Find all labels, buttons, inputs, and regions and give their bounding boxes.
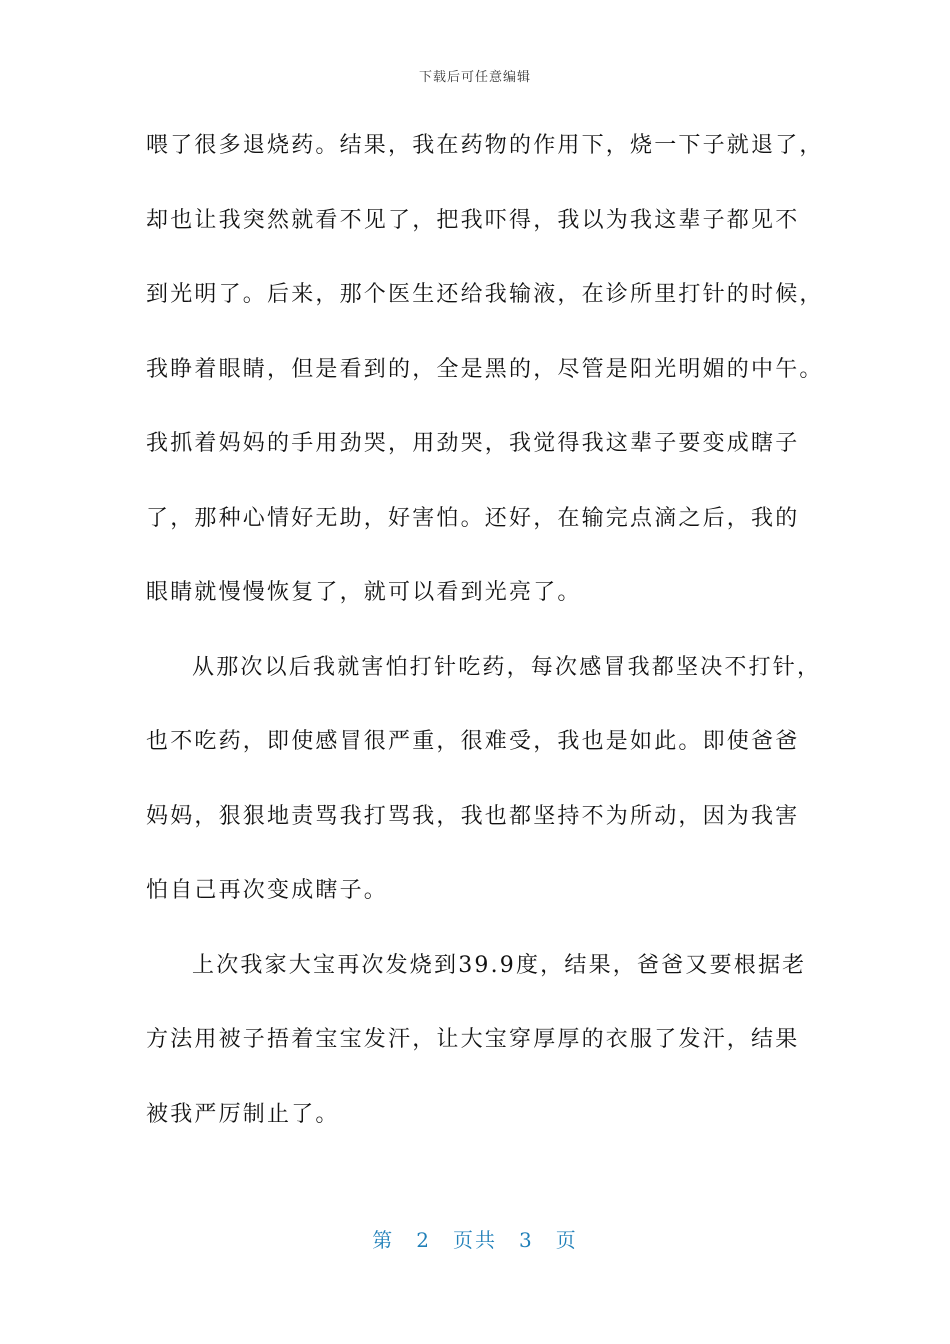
text-line: 妈妈，狠狠地责骂我打骂我，我也都坚持不为所动，因为我害 (146, 803, 800, 829)
text-line: 却也让我突然就看不见了，把我吓得，我以为我这辈子都见不 (146, 207, 800, 233)
text-line: 眼睛就慢慢恢复了，就可以看到光亮了。 (146, 580, 582, 605)
text-line: 被我严厉制止了。 (146, 1101, 340, 1127)
total-pages-number: 3 (519, 1228, 534, 1252)
text-line: 喂了很多退烧药。结果，我在药物的作用下，烧一下子就退了， (146, 133, 824, 158)
current-page-number: 2 (416, 1228, 431, 1252)
paragraph-3 (146, 944, 816, 1168)
text-line: 怕自己再次变成瞎子。 (146, 878, 389, 903)
paragraph-1 (146, 124, 824, 646)
text-line: 从那次以后我就害怕打针吃药，每次感冒我都坚决不打针， (192, 654, 822, 680)
text-line: 方法用被子捂着宝宝发汗，让大宝穿厚厚的衣服了发汗，结果 (146, 1027, 800, 1052)
page-number-footer (0, 1224, 950, 1253)
page-label: 第 (372, 1228, 395, 1252)
page-end-label: 页 (555, 1228, 578, 1252)
text-line: 上次我家大宝再次发烧到39.9度，结果，爸爸又要根据老 (192, 952, 807, 978)
total-label: 页共 (453, 1228, 497, 1252)
text-line: 了，那种心情好无助，好害怕。还好，在输完点滴之后，我的 (146, 505, 800, 531)
document-body (146, 124, 824, 1167)
page-header-note: 下载后可任意编辑 (418, 70, 531, 85)
paragraph-2 (146, 646, 822, 944)
text-line: 我抓着妈妈的手用劲哭，用劲哭，我觉得我这辈子要变成瞎子 (146, 431, 800, 456)
text-line: 我睁着眼睛，但是看到的，全是黑的，尽管是阳光明媚的中午。 (146, 356, 824, 382)
text-line: 到光明了。后来，那个医生还给我输液，在诊所里打针的时候， (146, 282, 824, 307)
text-line: 也不吃药，即使感冒很严重，很难受，我也是如此。即使爸爸 (146, 729, 800, 754)
